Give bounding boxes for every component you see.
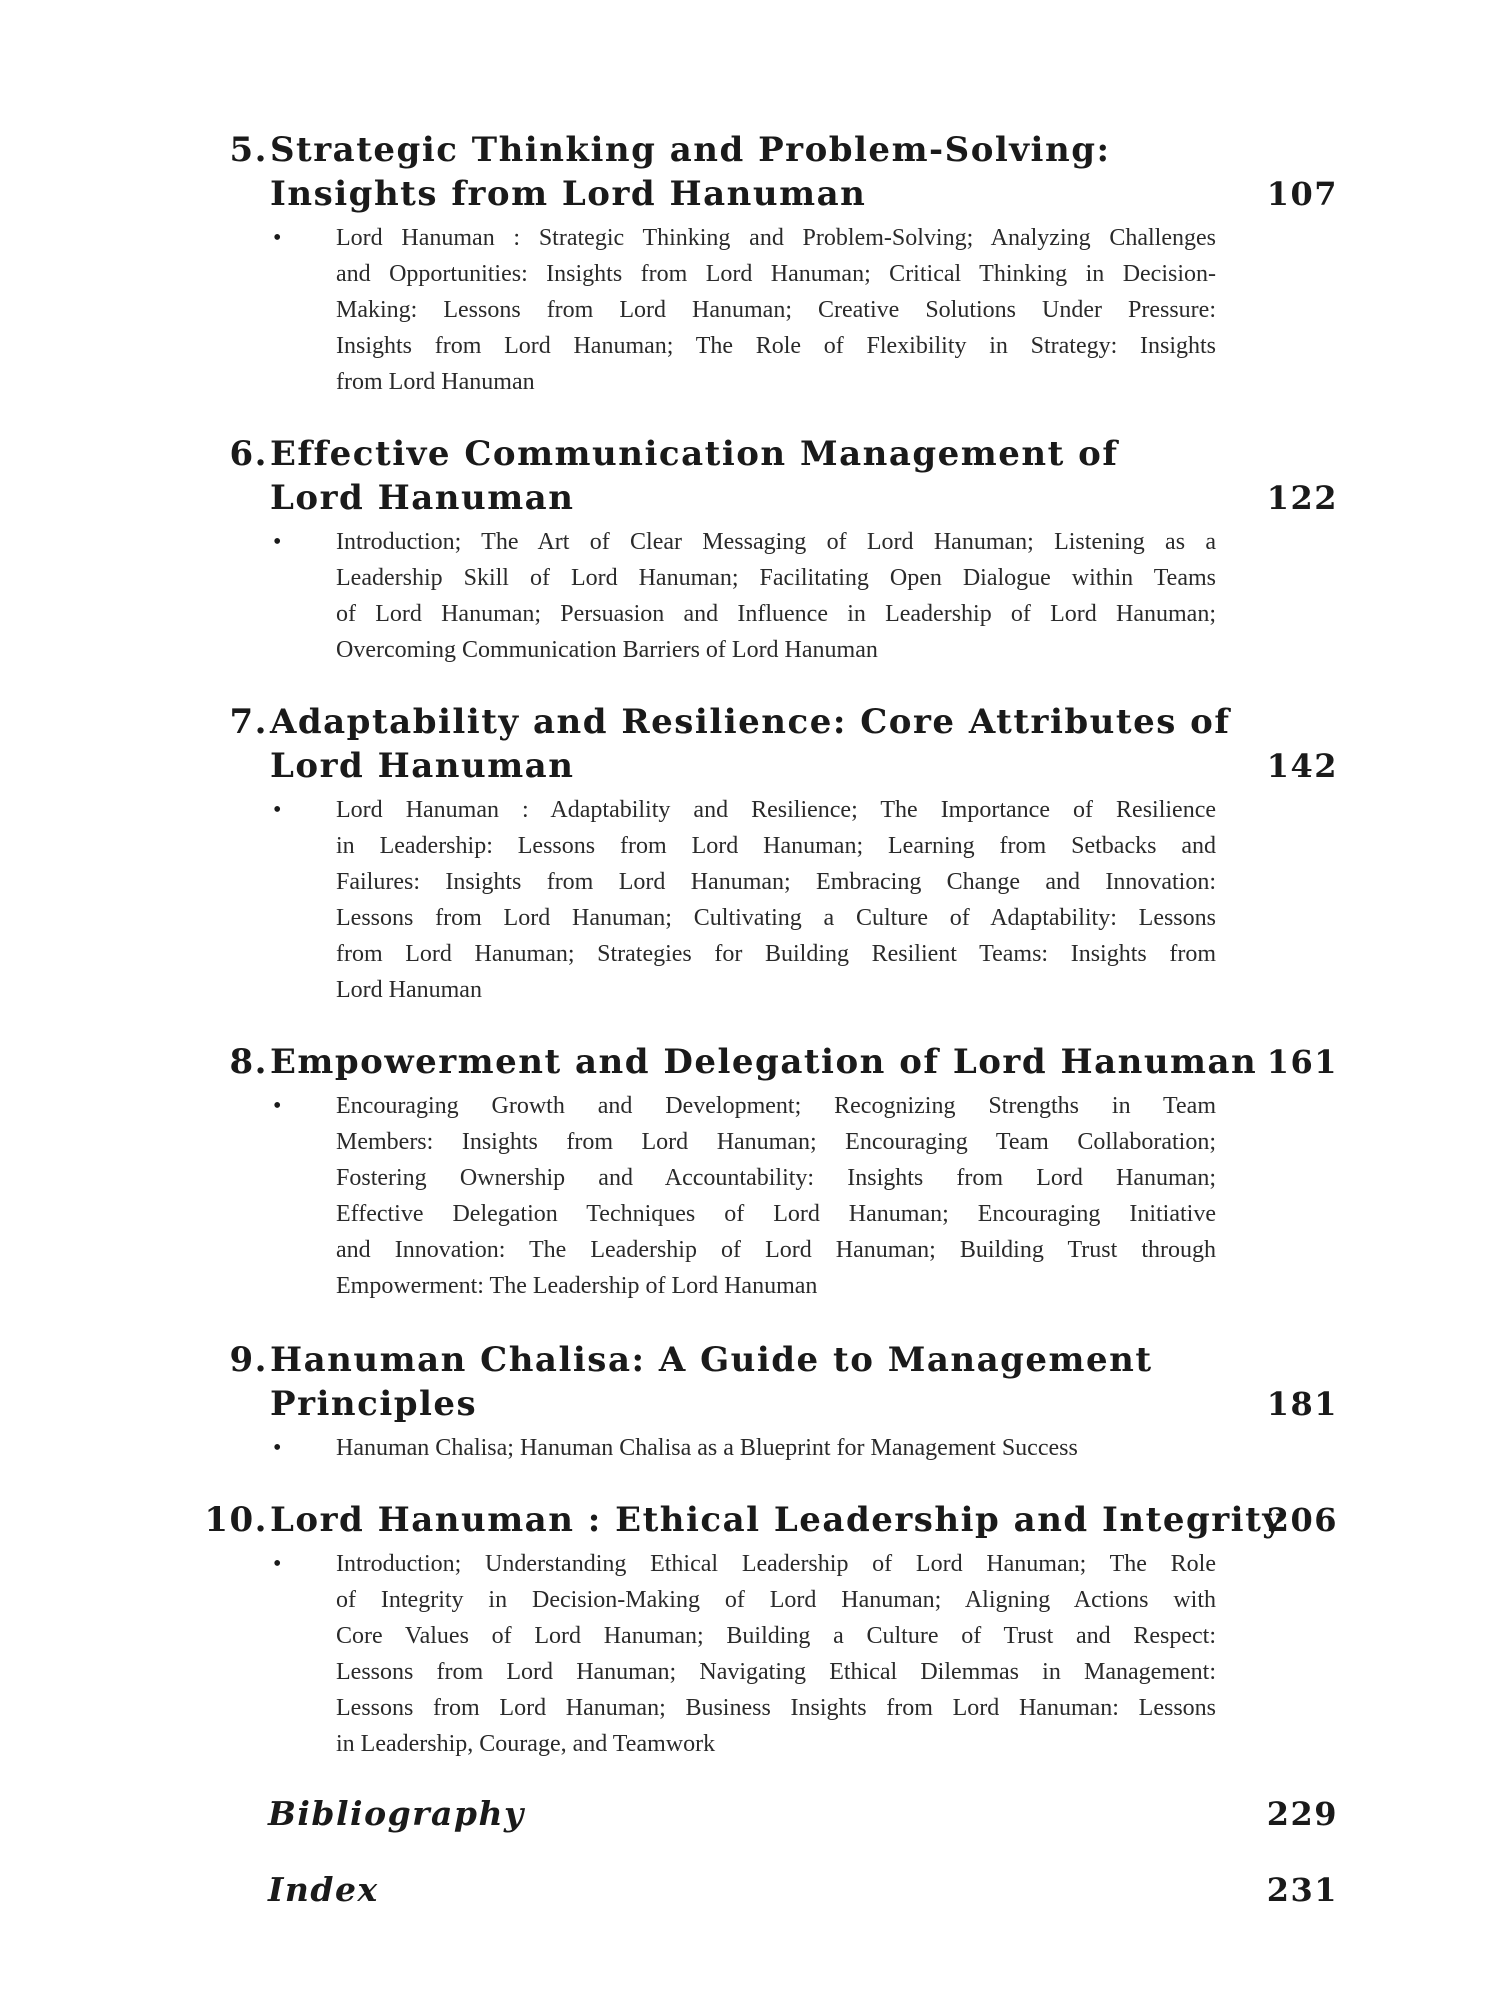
summary-line: Overcoming Communication Barriers of Lord Hanuman: [336, 637, 878, 663]
chapter-title: [270, 1498, 1284, 1542]
summary-line: Encouraging Growth and Development; Recognizing Strengths in Team: [336, 1093, 1216, 1119]
summary-line: Making: Lessons from Lord Hanuman; Creative Solutions Under Pressure:: [336, 297, 1216, 323]
summary-line: in Leadership, Courage, and Teamwork: [336, 1731, 716, 1757]
back-matter-title: Index: [268, 1870, 379, 1909]
bullet: •: [273, 797, 282, 823]
chapter-summary: [336, 792, 1216, 1008]
summary-line: Empowerment: The Leadership of Lord Hanuman: [336, 1273, 818, 1299]
back-matter-title: Bibliography: [268, 1794, 525, 1833]
chapter-number: 10.: [204, 1500, 268, 1540]
chapter-title-line: Lord Hanuman: [270, 746, 575, 786]
summary-line: Hanuman Chalisa; Hanuman Chalisa as a Blueprint for Management Success: [336, 1435, 1078, 1461]
chapter-summary: [336, 1088, 1216, 1304]
summary-line: Lessons from Lord Hanuman; Navigating Ethical Dilemmas in Management:: [336, 1659, 1216, 1685]
chapter-title: [270, 432, 1270, 520]
summary-line: Lessons from Lord Hanuman; Cultivating a Culture of Adaptability: Lessons: [336, 905, 1216, 931]
chapter-title-line: Hanuman Chalisa: A Guide to Management: [270, 1340, 1153, 1380]
summary-line: and Opportunities: Insights from Lord Hanuman; Critical Thinking in Decision-: [336, 261, 1216, 287]
chapter-title: [270, 128, 1270, 216]
chapter-page-number: 206: [1266, 1501, 1338, 1539]
bullet: •: [273, 1093, 282, 1119]
chapter-title-line: Adaptability and Resilience: Core Attributes of: [270, 702, 1231, 742]
chapter-number: 6.: [229, 434, 268, 474]
summary-line: in Leadership: Lessons from Lord Hanuman; Learning from Setbacks and: [336, 833, 1216, 859]
summary-line: from Lord Hanuman: [336, 369, 535, 395]
chapter-summary: [336, 1546, 1216, 1762]
summary-line: Introduction; The Art of Clear Messaging of Lord Hanuman; Listening as a: [336, 529, 1216, 555]
chapter-page-number: 107: [1266, 175, 1338, 213]
chapter-page-number: 181: [1266, 1385, 1338, 1423]
summary-line: Lord Hanuman : Strategic Thinking and Problem-Solving; Analyzing Challenges: [336, 225, 1216, 251]
summary-line: Introduction; Understanding Ethical Leadership of Lord Hanuman; The Role: [336, 1551, 1216, 1577]
chapter-title-line: Principles: [270, 1384, 478, 1424]
chapter-title: [270, 1040, 1270, 1084]
chapter-number: 8.: [229, 1042, 268, 1082]
summary-line: Lessons from Lord Hanuman; Business Insights from Lord Hanuman: Lessons: [336, 1695, 1216, 1721]
summary-line: Lord Hanuman: [336, 977, 482, 1003]
chapter-page-number: 142: [1266, 747, 1338, 785]
chapter-summary: [336, 524, 1216, 668]
bullet: •: [273, 1551, 282, 1577]
summary-line: of Integrity in Decision-Making of Lord Hanuman; Aligning Actions with: [336, 1587, 1216, 1613]
summary-line: and Innovation: The Leadership of Lord Hanuman; Building Trust through: [336, 1237, 1216, 1263]
chapter-number: 5.: [229, 130, 268, 170]
chapter-title: [270, 700, 1270, 788]
chapter-summary: [336, 1430, 1216, 1466]
summary-line: Core Values of Lord Hanuman; Building a Culture of Trust and Respect:: [336, 1623, 1216, 1649]
summary-line: Lord Hanuman : Adaptability and Resilience; The Importance of Resilience: [336, 797, 1216, 823]
summary-line: Members: Insights from Lord Hanuman; Encouraging Team Collaboration;: [336, 1129, 1216, 1155]
bullet: •: [273, 529, 282, 555]
chapter-title-line: Insights from Lord Hanuman: [270, 174, 867, 214]
chapter-page-number: 161: [1266, 1043, 1338, 1081]
chapter-title-line: Lord Hanuman : Ethical Leadership and Integrity: [270, 1500, 1284, 1540]
summary-line: Fostering Ownership and Accountability: Insights from Lord Hanuman;: [336, 1165, 1216, 1191]
summary-line: Failures: Insights from Lord Hanuman; Embracing Change and Innovation:: [336, 869, 1216, 895]
summary-line: Insights from Lord Hanuman; The Role of Flexibility in Strategy: Insights: [336, 333, 1216, 359]
chapter-title-line: Empowerment and Delegation of Lord Hanuman: [270, 1042, 1258, 1082]
chapter-title: [270, 1338, 1270, 1426]
chapter-title-line: Strategic Thinking and Problem-Solving:: [270, 130, 1111, 170]
chapter-number: 7.: [229, 702, 268, 742]
chapter-title-line: Effective Communication Management of: [270, 434, 1119, 474]
summary-line: Leadership Skill of Lord Hanuman; Facilitating Open Dialogue within Teams: [336, 565, 1216, 591]
chapter-page-number: 122: [1266, 479, 1338, 517]
back-matter-page-number: 229: [1266, 1795, 1338, 1833]
back-matter-page-number: 231: [1266, 1871, 1338, 1909]
chapter-summary: [336, 220, 1216, 400]
chapter-title-line: Lord Hanuman: [270, 478, 575, 518]
bullet: •: [273, 1435, 282, 1461]
summary-line: of Lord Hanuman; Persuasion and Influence in Leadership of Lord Hanuman;: [336, 601, 1216, 627]
bullet: •: [273, 225, 282, 251]
summary-line: Effective Delegation Techniques of Lord Hanuman; Encouraging Initiative: [336, 1201, 1216, 1227]
chapter-number: 9.: [229, 1340, 268, 1380]
summary-line: from Lord Hanuman; Strategies for Building Resilient Teams: Insights from: [336, 941, 1216, 967]
